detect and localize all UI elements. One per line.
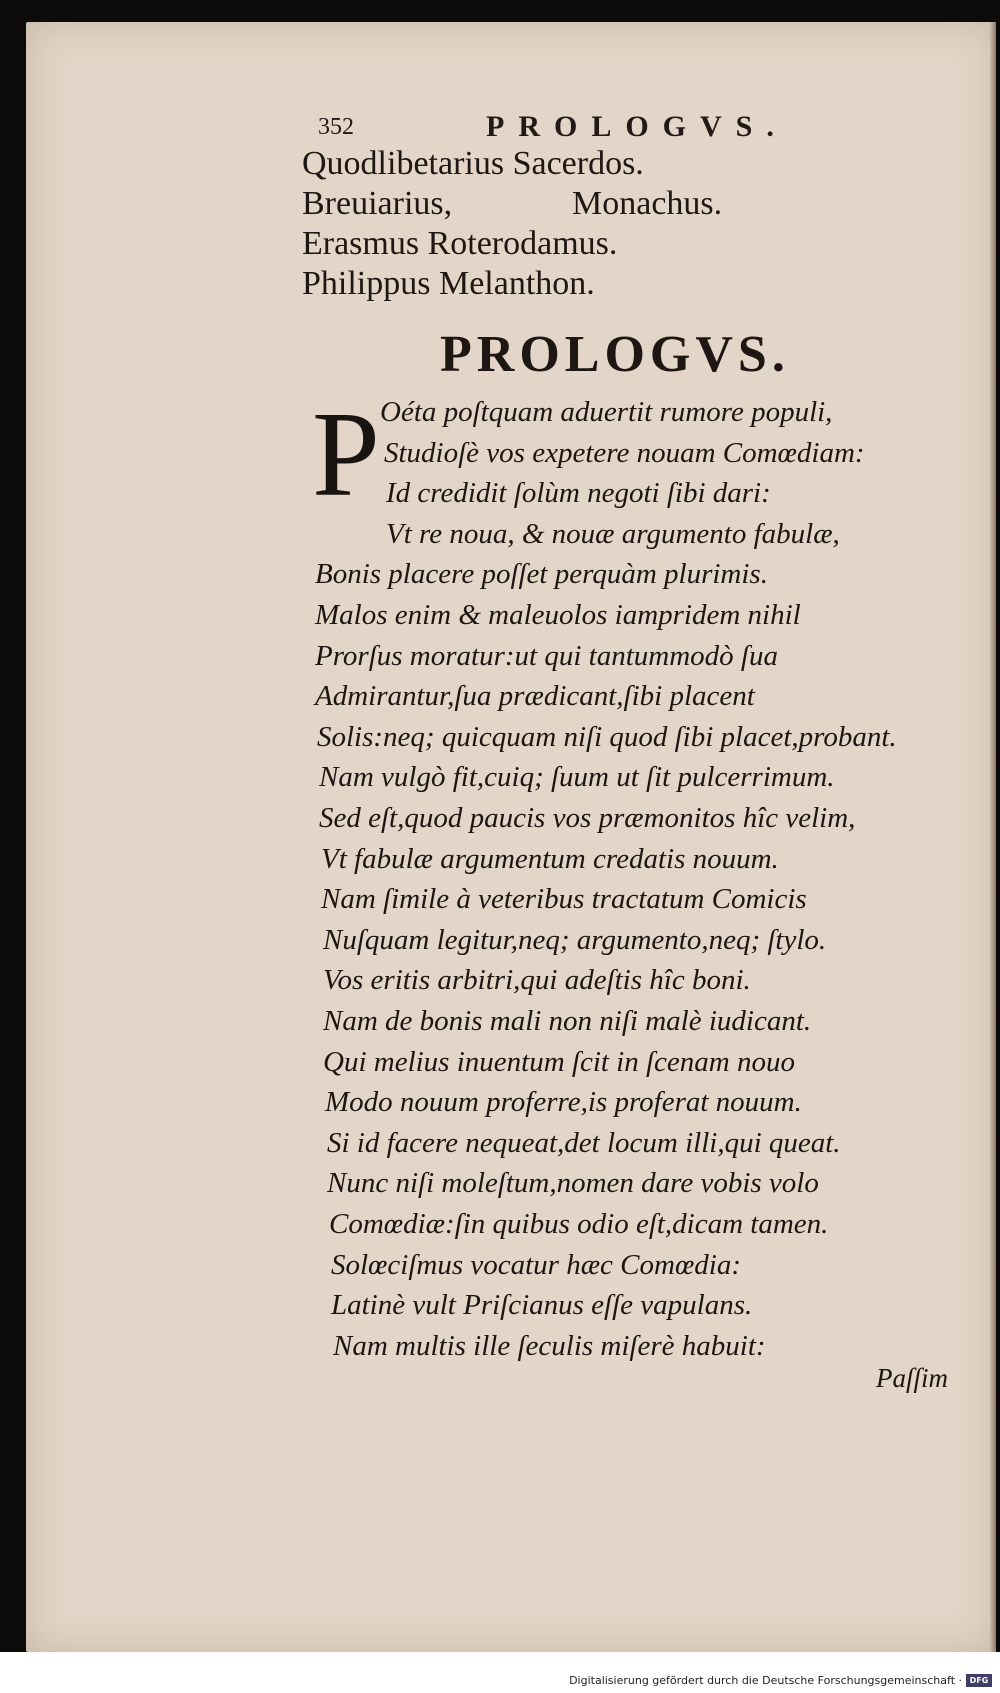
verse-line: Vt re noua, & nouæ argumento fabulæ, — [386, 517, 840, 550]
verse-line: Nam multis ille ſeculis miſerè habuit: — [333, 1329, 766, 1362]
verse-line: Qui melius inuentum ſcit in ſcenam nouo — [323, 1045, 795, 1078]
drop-cap: P — [312, 387, 380, 522]
funding-notice: Digitalisierung gefördert durch die Deutsche Forschungsgemeinschaft · — [569, 1674, 962, 1687]
verse-line: Comœdiæ:ſin quibus odio eſt,dicam tamen. — [329, 1208, 829, 1240]
persona-line — [302, 185, 723, 223]
persona-line — [302, 225, 617, 263]
verse-line: Nunc niſi moleſtum,nomen dare vobis volo — [327, 1167, 819, 1200]
verse-line: Modo nouum proferre,is proferat nouum. — [325, 1086, 802, 1119]
verse-line: Nam de bonis mali non niſi malè iudicant. — [323, 1005, 812, 1037]
running-head — [318, 110, 818, 150]
verse-line: Studioſè vos expetere nouam Comœdiam: — [384, 436, 865, 469]
dfg-logo: DFG — [966, 1674, 992, 1687]
page-edge — [990, 22, 996, 1652]
verse-line: Solœciſmus vocatur hæc Comœdia: — [331, 1248, 742, 1281]
verse-line: Nuſquam legitur,neq; argumento,neq; ſtylo. — [323, 923, 827, 956]
persona-name: Quodlibetarius Sacerdos. — [302, 145, 644, 182]
persona-name: Philippus Melanthon. — [302, 265, 595, 302]
verse-line: Vt fabulæ argumentum credatis nouum. — [321, 842, 779, 875]
persona-line — [302, 145, 644, 183]
catchword: Paſſim — [876, 1363, 948, 1393]
verse-line: Nam ſimile à veteribus tractatum Comicis — [321, 883, 807, 916]
verse-line: Vos eritis arbitri,qui adeſtis hîc boni. — [323, 964, 751, 997]
verse-line: Sed eſt,quod paucis vos præmonitos hîc velim, — [319, 802, 856, 834]
verse-line: Malos enim & maleuolos iampridem nihil — [315, 599, 801, 631]
verse-line: Admirantur,ſua prædicant,ſibi placent — [315, 680, 755, 713]
running-title: PROLOGVS. — [486, 110, 788, 143]
persona-name: Monachus. — [572, 185, 723, 222]
verse-line: Bonis placere poſſet perquàm plurimis. — [315, 558, 768, 591]
persona-name: Breuiarius, — [302, 185, 453, 222]
verse-line: Nam vulgò fit,cuiq; ſuum ut ſit pulcerrimum. — [319, 761, 835, 794]
verse-line: Prorſus moratur:ut qui tantummodò ſua — [315, 639, 778, 672]
verse-line: Id credidit ſolùm negoti ſibi dari: — [386, 477, 771, 510]
verse-line: Latinè vult Priſcianus eſſe vapulans. — [331, 1289, 753, 1322]
page-number: 352 — [318, 114, 354, 140]
verse-line: Si id facere nequeat,det locum illi,qui queat. — [327, 1126, 841, 1159]
section-title: PROLOGVS. — [440, 326, 790, 383]
verse-line: Oéta poſtquam aduertit rumore populi, — [380, 396, 833, 428]
verse-line: Solis:neq; quicquam niſi quod ſibi placet,probant. — [317, 720, 897, 753]
persona-line — [302, 265, 595, 303]
footer-bar — [0, 1652, 1000, 1693]
persona-name: Erasmus Roterodamus. — [302, 225, 618, 262]
